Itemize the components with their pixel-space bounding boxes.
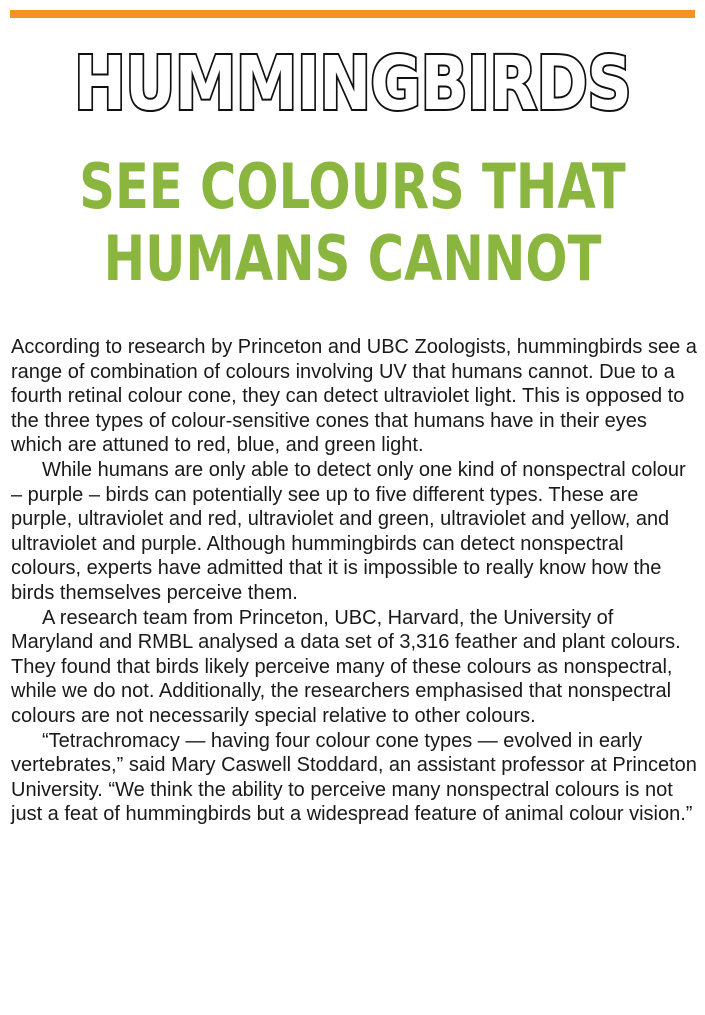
paragraph-4: “Tetrachromacy — having four colour cone types — evolved in early vertebrates,” said Mary Caswell Stoddard, an assistant professor at Princeton University. “We think the ability to perceive many nonspectral colours is not just a feat of hummingbirds but a widespread feature of animal colour vision.” <box>11 729 697 826</box>
paragraph-1: According to research by Princeton and UBC Zoologists, hummingbirds see a range of combination of colours involving UV that humans cannot. Due to a fourth retinal colour cone, they can detect ultraviolet light. This is opposed to the three types of colour-sensitive cones that humans have in their eyes which are attuned to red, blue, and green light. <box>11 336 697 457</box>
top-accent-rule <box>10 10 695 18</box>
article-body <box>11 335 699 827</box>
paragraph-2: While humans are only able to detect only one kind of nonspectral colour – purple – birds can potentially see up to five different types. These are purple, ultraviolet and red, ultraviolet and green, ultraviolet and yellow, and ultraviolet and purple. Although hummingbirds can detect nonspectral colours, experts have admitted that it is impossible to really know how the birds themselves perceive them. <box>11 458 686 604</box>
paragraph-3: A research team from Princeton, UBC, Harvard, the University of Maryland and RMBL analysed a data set of 3,316 feather and plant colours. They found that birds likely perceive many of these colours as nonspectral, while we do not. Additionally, the researchers emphasised that nonspectral colours are not necessarily special relative to other colours. <box>11 606 681 727</box>
subhead-line-1: SEE COLOURS THAT <box>79 150 626 223</box>
subhead-line-2: HUMANS CANNOT <box>103 222 602 295</box>
headline: HUMMINGBIRDS <box>73 41 632 127</box>
